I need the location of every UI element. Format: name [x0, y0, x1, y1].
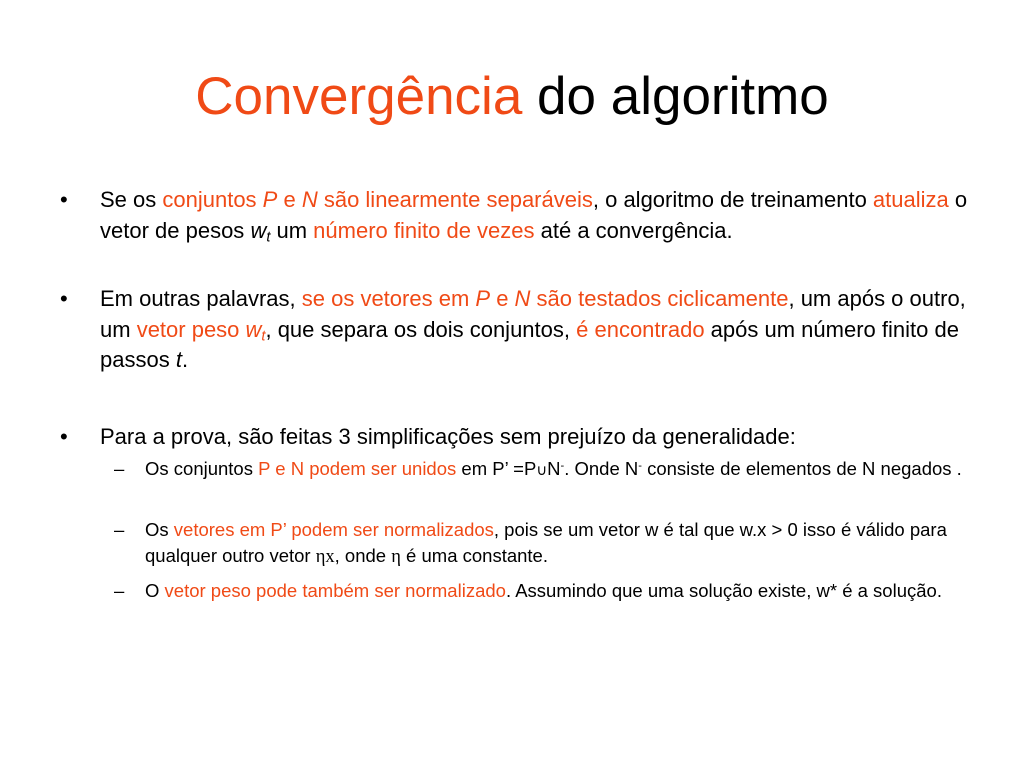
- text-segment: . Assumindo que uma solução existe, w* é a solução.: [505, 580, 942, 601]
- highlight-unidos: P e N podem ser unidos: [258, 458, 457, 479]
- superscript-minus: -: [638, 459, 642, 472]
- symbol-w: w: [245, 316, 262, 342]
- subbullet-1: [114, 456, 975, 484]
- symbol-n: N: [301, 187, 318, 212]
- bullet-marker: •: [60, 187, 68, 212]
- text-segment: Em outras palavras,: [100, 286, 302, 311]
- symbol-p: P: [262, 187, 278, 212]
- highlight-atualiza: atualiza: [872, 187, 949, 212]
- text-segment: em P’ =P: [456, 458, 537, 479]
- text-segment: .: [181, 347, 189, 372]
- text-segment: e: [490, 286, 515, 311]
- text-segment: Os conjuntos: [145, 458, 259, 479]
- text-segment: até a convergência.: [534, 217, 733, 243]
- text-segment: e: [277, 187, 302, 212]
- subscript-t: t: [261, 328, 266, 345]
- text-segment: Se os: [100, 187, 163, 212]
- text-segment: , que separa os dois conjuntos,: [265, 316, 577, 342]
- eta-symbol: η: [315, 547, 326, 567]
- highlight-normalizados: vetores em P’ podem ser normalizados: [173, 519, 494, 540]
- symbol-t: t: [175, 347, 182, 372]
- text-segment: conjuntos: [162, 187, 263, 212]
- slide-title: [0, 62, 1024, 132]
- bullet-3: [60, 422, 980, 453]
- subbullet-3: [114, 578, 975, 604]
- highlight-conjuntos: [162, 187, 593, 212]
- text-segment: vetor peso: [136, 316, 246, 342]
- title-highlight: Convergência: [195, 67, 523, 126]
- text-segment: se os vetores em: [301, 286, 476, 311]
- bullet-1: [60, 185, 980, 246]
- eta-symbol: η: [391, 547, 401, 567]
- bullet-2: [60, 284, 980, 376]
- dash-marker: –: [114, 458, 125, 479]
- text-segment: , o algoritmo de treinamento: [592, 187, 873, 212]
- text-segment: . Onde N: [564, 458, 639, 479]
- text-segment: o vetor de pesos: [100, 187, 968, 243]
- text-segment: após um número finito de passos: [100, 316, 959, 372]
- text-segment: Para a prova, são feitas 3 simplificações sem prejuízo da generalidade:: [100, 424, 796, 449]
- text-segment: , um após o outro, um: [100, 286, 966, 342]
- text-segment: um: [270, 217, 314, 243]
- highlight-vetor-normalizado: vetor peso pode também ser normalizado: [164, 580, 506, 601]
- text-segment: consiste de elementos de N negados .: [641, 458, 962, 479]
- text-segment: , onde: [334, 545, 392, 566]
- subscript-t: t: [266, 229, 271, 246]
- text-segment: é uma constante.: [400, 545, 548, 566]
- bullet-marker: •: [60, 286, 68, 311]
- title-rest: do algoritmo: [522, 67, 829, 126]
- union-symbol: ∪: [536, 463, 548, 479]
- symbol-w: w: [250, 217, 267, 243]
- highlight-vetor-peso: [136, 316, 266, 345]
- highlight-numero-finito: número finito de vezes: [313, 217, 535, 243]
- bullet-marker: •: [60, 424, 68, 449]
- text-segment: x: [325, 547, 335, 567]
- highlight-encontrado: é encontrado: [576, 316, 705, 342]
- text-segment: Os: [145, 519, 174, 540]
- text-segment: são linearmente separáveis: [317, 187, 593, 212]
- text-segment: são testados ciclicamente: [530, 286, 789, 311]
- text-segment: O: [145, 580, 165, 601]
- symbol-n: N: [514, 286, 531, 311]
- highlight-testados: [302, 286, 789, 311]
- symbol-p: P: [475, 286, 491, 311]
- text-segment: N: [547, 458, 561, 479]
- subbullet-2: [114, 517, 975, 570]
- dash-marker: –: [114, 519, 125, 540]
- text-segment: , pois se um vetor w é tal que w.x > 0 isso é válido para qualquer outro vetor: [145, 519, 947, 566]
- dash-marker: –: [114, 580, 125, 601]
- superscript-minus: -: [560, 459, 565, 472]
